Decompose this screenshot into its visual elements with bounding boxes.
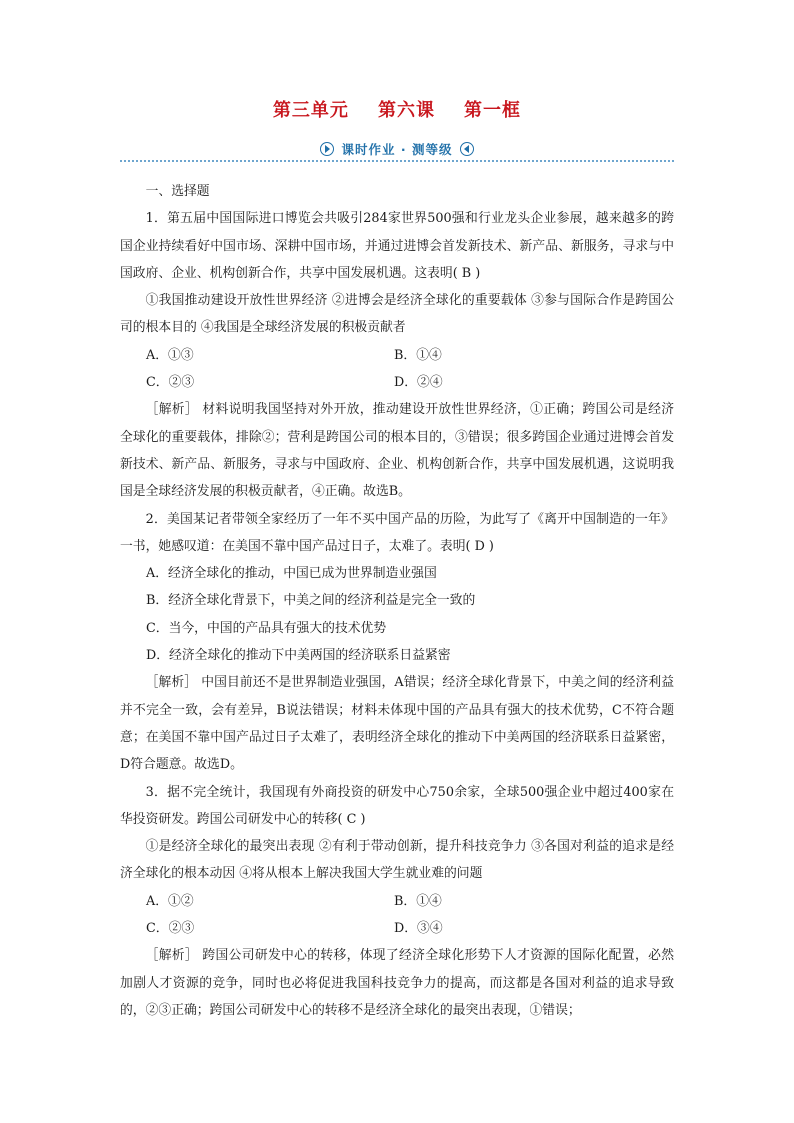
- option-a: A．经济全球化的推动，中国已成为世界制造业强国: [146, 566, 437, 582]
- question-1-stem: 1．第五届中国国际进口博览会共吸引284家世界500强和行业龙头企业参展，越来越多的跨国企业持续看好中国市场、深耕中国市场，并通过进博会首发新技术、新产品、新服务，寻求与中国政府、企业、机构创新合作，共享中国发展机遇。这表明( B ): [120, 211, 674, 281]
- option-c: C．当今，中国的产品具有强大的技术优势: [146, 620, 387, 636]
- question-1-statements: ①我国推动建设开放性世界经济 ②进博会是经济全球化的重要载体 ③参与国际合作是跨国公司的根本目的 ④我国是全球经济发展的积极贡献者: [120, 293, 674, 336]
- dotted-divider: [120, 160, 674, 162]
- option-b: B．经济全球化背景下，中美之间的经济利益是完全一致的: [146, 593, 476, 609]
- section-banner: [0, 138, 794, 160]
- play-right-icon: [320, 142, 334, 156]
- question-3-statements: ①是经济全球化的最突出表现 ②有利于带动创新，提升科技竞争力 ③各国对利益的追求是经济全球化的根本动因 ④将从根本上解决我国大学生就业难的问题: [120, 839, 674, 882]
- question-3-stem: 3．据不完全统计，我国现有外商投资的研发中心750余家，全球500强企业中超过400家在华投资研发。跨国公司研发中心的转移( C ): [120, 784, 674, 827]
- option-b: B．①④: [394, 893, 442, 909]
- section-heading: 一、选择题: [145, 184, 210, 199]
- page-title: 第三单元 第六课 第一框: [272, 100, 522, 121]
- question-2-stem: 2．美国某记者带领全家经历了一年不买中国产品的历险，为此写了《离开中国制造的一年》一书，她感叹道：在美国不靠中国产品过日子，太难了。表明( D ): [120, 511, 674, 554]
- question-1-options-ab: [120, 342, 674, 369]
- question-3-options-cd: [120, 915, 674, 942]
- option-b: B．①④: [394, 347, 442, 363]
- option-d: D．③④: [394, 921, 443, 937]
- banner-label: 课时作业 · 测等级: [341, 142, 453, 157]
- play-left-icon: [460, 142, 474, 156]
- question-3-analysis: ［解析］ 跨国公司研发中心的转移，体现了经济全球化形势下人才资源的国际化配置，必然加剧人才资源的竞争，同时也必将促进我国科技竞争力的提高，而这都是各国对利益的追求导致的，②③正确；跨国公司研发中心的转移不是经济全球化的最突出表现，①错误；: [120, 948, 674, 1018]
- question-1-analysis: ［解析］ 材料说明我国坚持对外开放，推动建设开放性世界经济，①正确；跨国公司是经济全球化的重要载体，排除②；营利是跨国公司的根本目的，③错误；很多跨国企业通过进博会首发新技术、新产品、新服务，寻求与中国政府、企业、机构创新合作，共享中国发展机遇，这说明我国是全球经济发展的积极贡献者，④正确。故选B。: [120, 402, 674, 500]
- document-body: [120, 178, 674, 1024]
- option-a: A．①②: [146, 893, 194, 909]
- option-c: C．②③: [146, 921, 195, 937]
- question-2-analysis: ［解析］ 中国目前还不是世界制造业强国，A错误；经济全球化背景下，中美之间的经济利益并不完全一致，会有差异，B说法错误；材料未体现中国的产品具有强大的技术优势，C不符合题意；在美国不靠中国产品过日子太难了，表明经济全球化的推动下中美两国的经济联系日益紧密，D符合题意。故选D。: [120, 675, 674, 773]
- option-a: A．①③: [146, 347, 194, 363]
- option-d: D．经济全球化的推动下中美两国的经济联系日益紧密: [146, 648, 451, 664]
- question-1-options-cd: [120, 369, 674, 396]
- question-3-options-ab: [120, 888, 674, 915]
- option-d: D．②④: [394, 375, 443, 391]
- option-c: C．②③: [146, 375, 195, 391]
